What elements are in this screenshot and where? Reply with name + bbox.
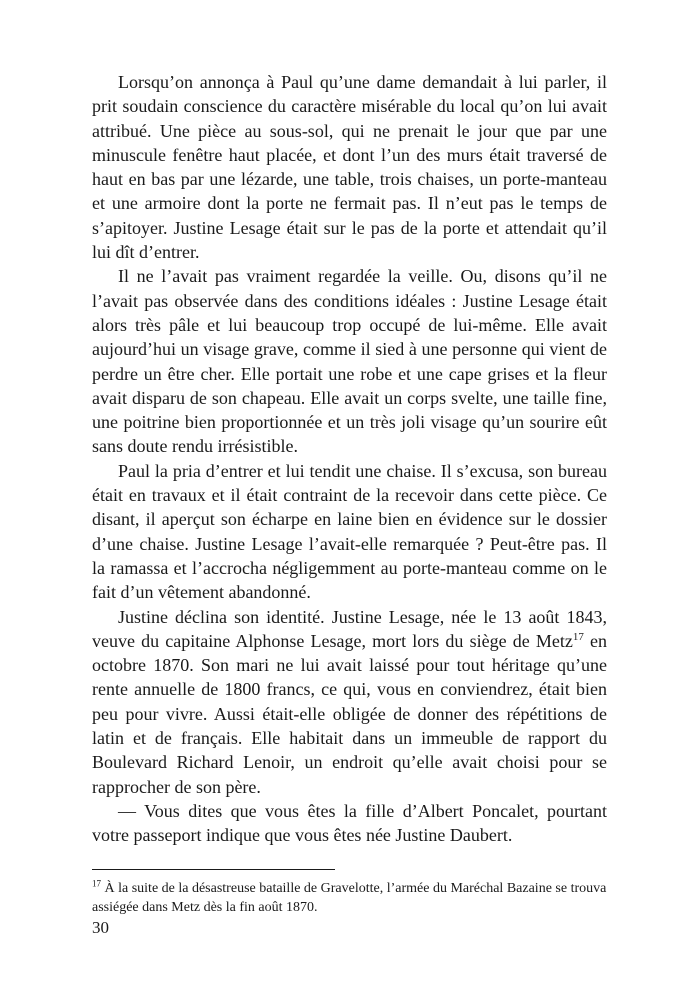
paragraph-4-text-b: en octobre 1870. Son mari ne lui avait laissé pour tout héritage qu’une rente annuelle de 1800 francs, ce qui, vous en conviendrez, était bien peu pour vivre. Aussi était-elle obligée de donner des répétitions de latin et de français. Elle habitait dans un immeuble de rapport du Boulevard Richard Lenoir, un endroit qu’elle avait choisi pour se rapprocher de son père. (92, 630, 607, 797)
dialogue-line: — Vous dites que vous êtes la fille d’Albert Poncalet, pourtant votre passeport indique que vous êtes née Justine Daubert. (92, 800, 607, 846)
paragraph-4 (92, 605, 607, 799)
page-number: 30 (92, 918, 109, 937)
footnote (92, 879, 607, 917)
page-body (92, 70, 607, 848)
paragraph-4-text-a: Justine déclina son identité. Justine Lesage, née le 13 août 1843, veuve du capitaine Alphonse Lesage, mort lors du siège de Metz (92, 606, 607, 651)
footnote-number: 17 (92, 878, 101, 889)
paragraph-1: Lorsqu’on annonça à Paul qu’une dame demandait à lui parler, il prit soudain conscience du caractère misérable du local qu’on lui avait attribué. Une pièce au sous-sol, qui ne prenait le jour que par une minuscule fenêtre haut placée, et dont l’un des murs était traversé de haut en bas par une lézarde, une table, trois chaises, un porte-manteau et une armoire dont la porte ne fermait pas. Il n’eut pas le temps de s’apitoyer. Justine Lesage était sur le pas de la porte et attendait qu’il lui dît d’entrer. (92, 72, 607, 263)
paragraph-3: Paul la pria d’entrer et lui tendit une chaise. Il s’excusa, son bureau était en travaux et il était contraint de la recevoir dans cette pièce. Ce disant, il aperçut son écharpe en laine bien en évidence sur le dossier d’une chaise. Justine Lesage l’avait-elle remarquée ? Peut-être pas. Il la ramassa et l’accrocha négligemment au porte-manteau comme on le fait d’un vêtement abandonné. (92, 460, 607, 603)
footnote-reference: 17 (572, 630, 584, 643)
paragraph-2: Il ne l’avait pas vraiment regardée la veille. Ou, disons qu’il ne l’avait pas observée dans des conditions idéales : Justine Lesage était alors très pâle et lui beaucoup trop occupé de lui-même. Elle avait aujourd’hui un visage grave, comme il sied à une personne qui vient de perdre un être cher. Elle portait une robe et une cape grises et la fleur avait disparu de son chapeau. Elle avait un corps svelte, une taille fine, une poitrine bien proportionnée et un très joli visage qu’un sourire eût sans doute rendu irrésistible. (92, 266, 607, 457)
footnote-divider (92, 869, 335, 870)
footnote-text: À la suite de la désastreuse bataille de Gravelotte, l’armée du Maréchal Bazaine se trouva assiégée dans Metz dès la fin août 1870. (92, 881, 607, 915)
